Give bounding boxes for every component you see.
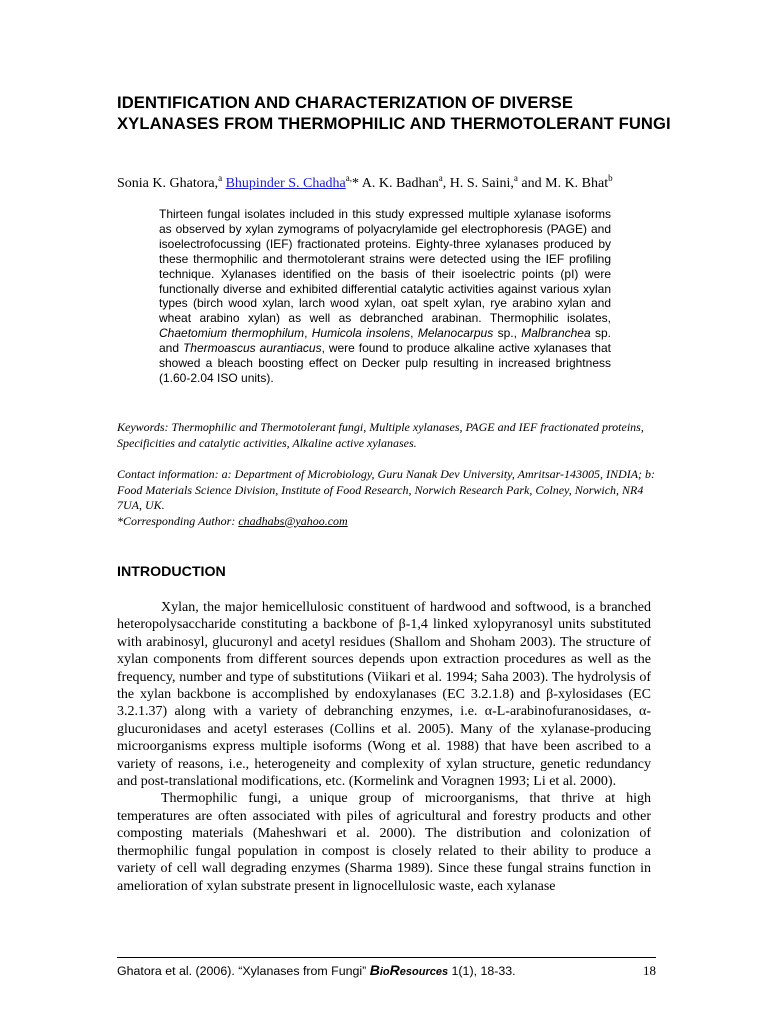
abstract-text: sp. and <box>159 326 611 356</box>
brand-letters: io <box>379 966 390 978</box>
corresponding-email-link[interactable]: chadhabs@yahoo.com <box>238 513 348 528</box>
affiliation-sup: a <box>513 173 518 183</box>
affiliation-sup: a, <box>345 173 352 183</box>
affiliation-sup: b <box>608 173 613 183</box>
contact-information <box>117 467 657 529</box>
footer-volume: 1(1), 18-33. <box>448 964 516 978</box>
abstract-text: , were found to produce alkaline active xylanases that showed a bleach boosting effect on Decker pulp resulting in increased brightness (1.60-2.04 ISO units). <box>159 341 611 385</box>
author-bhat: and M. K. Bhat <box>517 176 609 191</box>
contact-affiliations: Contact information: a: Department of Microbiology, Guru Nanak Dev University, Amritsar-143005, INDIA; b: Food Materials Science Division, Institute of Food Research, Norwich Research Park, Colney, Norwich, NR4 7UA, UK. <box>117 467 656 512</box>
page-footer <box>117 963 656 980</box>
abstract-text: sp., <box>493 326 522 341</box>
brand-letters: esources <box>399 966 449 978</box>
abstract <box>159 207 611 386</box>
corresponding-author-label: *Corresponding Author: <box>117 513 239 528</box>
abstract-text: , <box>304 326 312 341</box>
author-badhan: * A. K. Badhan <box>352 176 439 191</box>
author-line <box>117 175 677 193</box>
footer-divider <box>117 957 656 958</box>
author-ghatora: Sonia K. Ghatora, <box>117 176 219 191</box>
paragraph: Xylan, the major hemicellulosic constituent of hardwood and softwood, is a branched heteropolysaccharide constituting a backbone of β-1,4 linked xylopyranosyl units substituted with arabinosyl, glucuronyl and acetyl residues (Shallom and Shoham 2003). The structure of xylan components from different sources depends upon extraction procedures as well as the frequency, number and type of substitutions (Viikari et al. 1994; Saha 2003). The hydrolysis of the xylan backbone is accomplished by endoxylanases (EC 3.2.1.8) and β-xylosidases (EC 3.2.1.37) along with a variety of debranching enzymes, i.e. α-L-arabinofuranosidases, α-glucuronidases and acetyl esterases (Collins et al. 2005). Many of the xylanase-producing microorganisms express multiple isoforms (Wong et al. 1988) that have been ascribed to a variety of reasons, i.e., heterogeneity and complexity of xylan structure, genetic redundancy and post-translational modifications, etc. (Kormelink and Voragnen 1993; Li et al. 2000). <box>117 600 651 790</box>
author-chadha-link[interactable]: Bhupinder S. Chadha <box>225 176 346 191</box>
brand-letter: R <box>389 962 400 978</box>
affiliation-sup: a <box>218 173 223 183</box>
introduction-body <box>117 599 651 895</box>
species-name: Melanocarpus <box>417 326 494 341</box>
abstract-text: , <box>410 326 418 341</box>
species-name: Humicola insolens <box>311 326 411 341</box>
keywords: Keywords: Thermophilic and Thermotolerant fungi, Multiple xylanases, PAGE and IEF fractionated proteins, Specificities and catalytic activities, Alkaline active xylanases. <box>117 420 644 450</box>
species-name: Chaetomium thermophilum <box>159 326 305 341</box>
species-name: Thermoascus aurantiacus <box>182 341 322 356</box>
paper-title: IDENTIFICATION AND CHARACTERIZATION OF DIVERSE XYLANASES FROM THERMOPHILIC AND THERMOTOLERANT FUNGI <box>117 93 671 133</box>
author-saini: , H. S. Saini, <box>442 176 514 191</box>
affiliation-sup: a <box>438 173 443 183</box>
abstract-text: Thirteen fungal isolates included in this study expressed multiple xylanase isoforms as observed by xylan zymograms of polyacrylamide gel electrophoresis (PAGE) and isoelectrofocussing (IEF) fractionated proteins. Eighty-three xylanases produced by these thermophilic and thermotolerant strains were detected using the IEF profiling technique. Xylanases identified on the basis of their isoelectric points (pI) were functionally diverse and exhibited differential catalytic activities against various xylan types (birch wood xylan, larch wood xylan, oat spelt xylan, rye arabino xylan and wheat arabino xylan) as well as debranched arabinan. Thermophilic isolates, <box>159 207 611 326</box>
brand-letter: B <box>369 962 380 978</box>
journal-brand <box>370 964 448 978</box>
paragraph: Thermophilic fungi, a unique group of microorganisms, that thrive at high temperatures are often associated with piles of agricultural and forestry products and other composting materials (Maheshwari et al. 2000). The distribution and colonization of thermophilic fungal population in compost is closely related to their ability to produce a variety of cell wall degrading enzymes (Sharma 1989). Since these fungal strains function in amelioration of xylan substrate present in lignocellulosic waste, each xylanase <box>117 791 651 894</box>
footer-citation: Ghatora et al. (2006). “Xylanases from Fungi” <box>117 964 370 978</box>
page-number: 18 <box>643 963 656 978</box>
species-name: Malbranchea <box>521 326 591 341</box>
section-heading: INTRODUCTION <box>117 564 226 580</box>
